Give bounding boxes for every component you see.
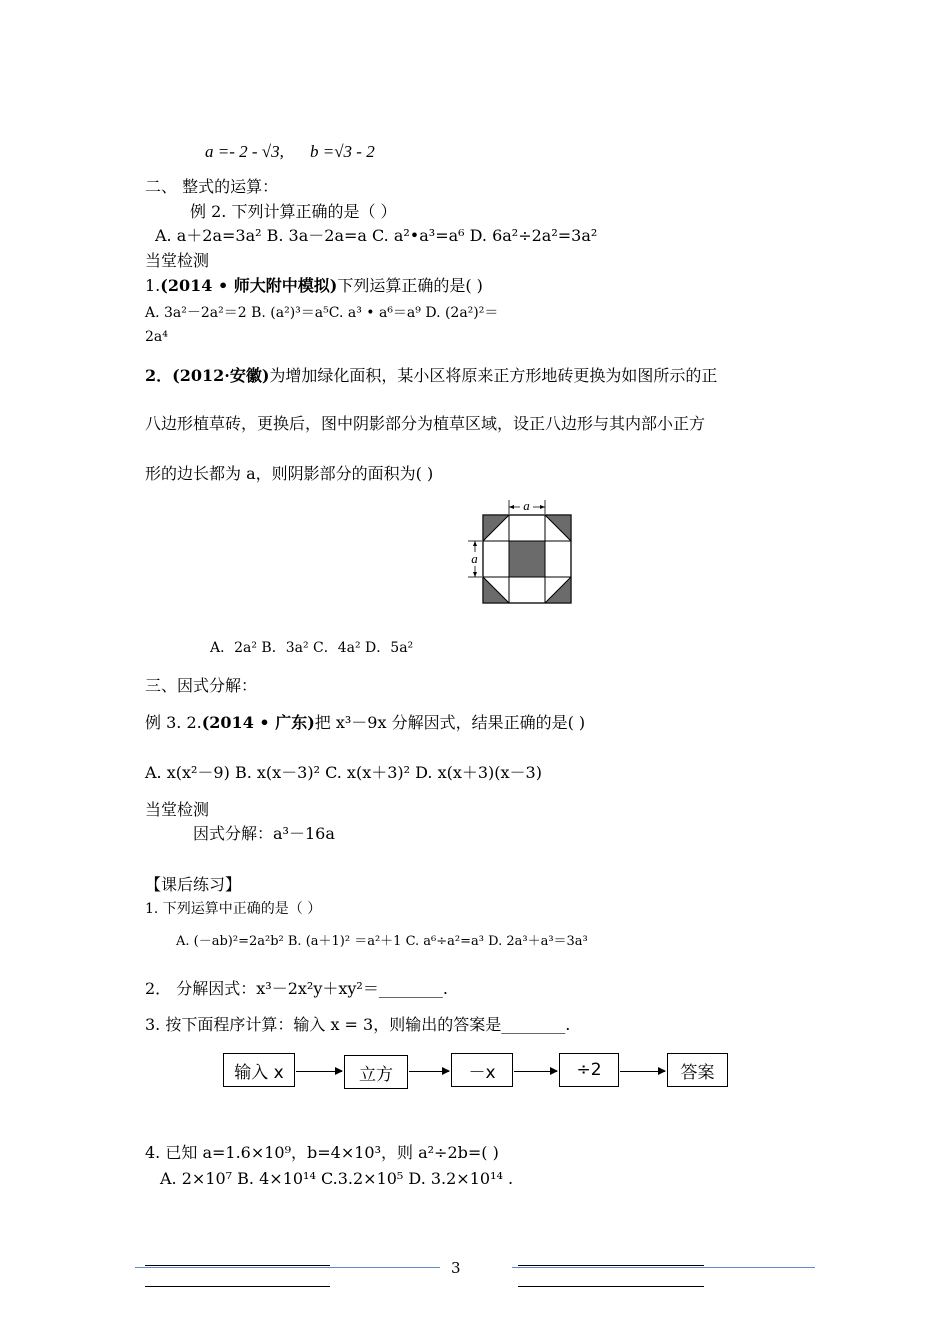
example3-line [145, 713, 585, 733]
section2-heading: 二、 整式的运算： [145, 177, 279, 196]
footer-line-top-left [145, 1265, 330, 1266]
q2-line2: 八边形植草砖，更换后，图中阴影部分为植草区域，设正八边形与其内部小正方 [145, 414, 706, 433]
q1-text: 下列运算正确的是( ) [337, 276, 483, 295]
octagon-tile-figure [465, 498, 577, 608]
example3-options: A. x(x²－9) B. x(x－3)² C. x(x＋3)² D. x(x＋3)(x－3) [145, 763, 542, 782]
flow-arrow-4 [620, 1071, 665, 1072]
q1-source: (2014 • 师大附中模拟) [160, 276, 338, 295]
q1-line [145, 276, 483, 296]
hw-q1-options: A. (－ab)²=2a²b² B. (a＋1)² ＝a²＋1 C. a⁶÷a²=a³ D. 2a³＋a³＝3a³ [176, 934, 588, 949]
figure-label-left: a [471, 551, 478, 566]
footer-rule-left [135, 1267, 440, 1268]
q2-line1 [145, 366, 717, 386]
q2-options: A．2a² B．3a² C．4a² D．5a² [210, 640, 414, 656]
footer-line-top-right [518, 1265, 704, 1266]
q1-options: A. 3a²－2a²＝2 B. (a²)³＝a⁵C. a³ • a⁶＝a⁹ D. (2a²)²＝ [145, 305, 499, 321]
flow-divide-box: ÷2 [559, 1053, 619, 1087]
section3-heading: 三、因式分解： [145, 676, 258, 695]
check-label-1: 当堂检测 [145, 251, 210, 270]
footer-line-bottom-right [518, 1286, 704, 1287]
q1-prefix: 1. [145, 276, 161, 295]
hw-q4: 4. 已知 a=1.6×10⁹，b=4×10³，则 a²÷2b=( ) [145, 1143, 499, 1162]
hw-q2: 2． 分解因式：x³－2x²y＋xy²＝________. [145, 979, 448, 998]
footer-rule-right [512, 1267, 815, 1268]
flow-cube-box: 立方 [344, 1055, 408, 1089]
q2-prefix: 2． [145, 366, 173, 385]
check-factor-text: 因式分解：a³－16a [193, 824, 335, 843]
example3-text: 把 x³－9x 分解因式，结果正确的是( ) [314, 713, 586, 732]
flow-arrow-2 [409, 1071, 449, 1072]
example3-prefix: 例 3. 2. [145, 713, 202, 732]
hw-q3: 3. 按下面程序计算：输入 x = 3，则输出的答案是________. [145, 1015, 571, 1034]
figure-label-top: a [523, 498, 530, 513]
flow-answer-box: 答案 [667, 1053, 728, 1087]
intro-a-expr: a =- 2 - √3, [205, 142, 284, 161]
hw-q4-options: A. 2×10⁷ B. 4×10¹⁴ C.3.2×10⁵ D. 3.2×10¹⁴ . [160, 1169, 514, 1188]
example2-options: A. a＋2a=3a² B. 3a－2a=a C. a²•a³=a⁶ D. 6a²÷2a²=3a² [155, 226, 598, 245]
footer-line-bottom-left [145, 1286, 330, 1287]
q2-line3: 形的边长都为 a，则阴影部分的面积为( ) [145, 464, 434, 483]
q2-text-1: 为增加绿化面积，某小区将原来正方形地砖更换为如图所示的正 [269, 366, 718, 385]
q1-options-tail: 2a⁴ [145, 329, 168, 345]
example2-prompt: 例 2. 下列计算正确的是（ ） [190, 202, 397, 221]
example3-source: (2014 • 广东) [201, 713, 315, 732]
hw-q1: 1. 下列运算中正确的是（ ） [145, 901, 322, 917]
flow-input-box: 输入 x [223, 1053, 295, 1087]
page-number: 3 [451, 1259, 461, 1277]
check-label-2: 当堂检测 [145, 800, 210, 819]
homework-heading: 【课后练习】 [145, 875, 242, 894]
q2-source: (2012·安徽) [172, 366, 270, 385]
flow-minus-x-box: －x [451, 1053, 513, 1087]
flow-arrow-1 [296, 1071, 342, 1072]
flow-arrow-3 [514, 1071, 557, 1072]
intro-b-expr: b =√3 - 2 [310, 142, 375, 161]
